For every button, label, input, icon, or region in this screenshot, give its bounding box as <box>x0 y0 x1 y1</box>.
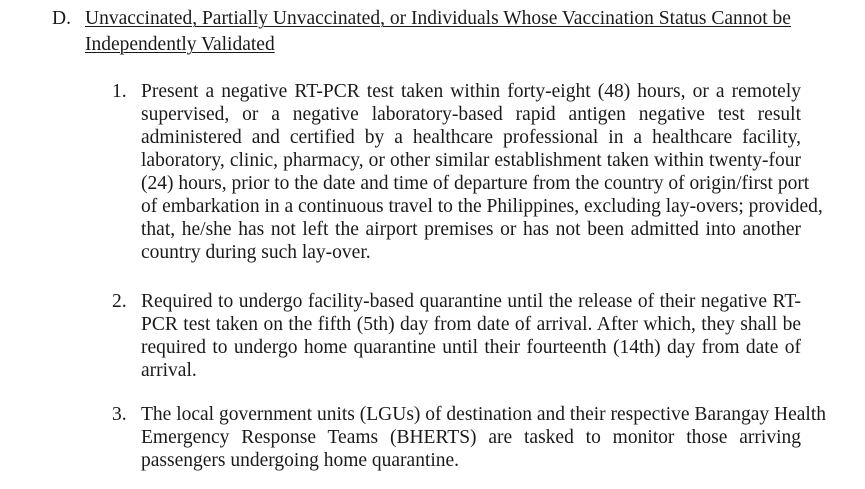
section-letter: D. <box>52 8 71 29</box>
item-number: 3. <box>112 404 127 425</box>
item-line: Present a negative RT-PCR test taken within forty-eight (48) hours, or a remotely <box>141 81 801 102</box>
item-line: The local government units (LGUs) of destination and their respective Barangay Health <box>141 404 826 425</box>
item-line: arrival. <box>141 360 197 381</box>
item-line: required to undergo home quarantine until their fourteenth (14th) day from date of <box>141 337 801 358</box>
item-line: (24) hours, prior to the date and time of departure from the country of origin/first port <box>141 173 810 194</box>
section-title-line: Unvaccinated, Partially Unvaccinated, or Individuals Whose Vaccination Status Cannot be <box>85 8 791 29</box>
item-text <box>141 290 801 382</box>
item-line: country during such lay-over. <box>141 242 371 263</box>
section-title <box>85 6 825 58</box>
item-text <box>141 403 826 472</box>
item-line: Emergency Response Teams (BHERTS) are tasked to monitor those arriving <box>141 427 801 448</box>
item-line: passengers undergoing home quarantine. <box>141 450 460 471</box>
item-line: supervised, or a negative laboratory-based rapid antigen negative test result <box>141 104 801 125</box>
item-line: that, he/she has not left the airport premises or has not been admitted into another <box>141 219 801 240</box>
item-line: laboratory, clinic, pharmacy, or other similar establishment taken within twenty-four <box>141 150 801 171</box>
item-line: PCR test taken on the fifth (5th) day from date of arrival. After which, they shall be <box>141 314 801 335</box>
item-line: of embarkation in a continuous travel to the Philippines, excluding lay-overs; provided, <box>141 196 823 217</box>
section-title-line: Independently Validated <box>85 34 275 55</box>
item-line: Required to undergo facility-based quarantine until the release of their negative RT- <box>141 291 801 312</box>
item-line: administered and certified by a healthcare professional in a healthcare facility, <box>141 127 801 148</box>
item-number: 1. <box>112 81 127 102</box>
item-text <box>141 80 823 264</box>
item-number: 2. <box>112 291 127 312</box>
